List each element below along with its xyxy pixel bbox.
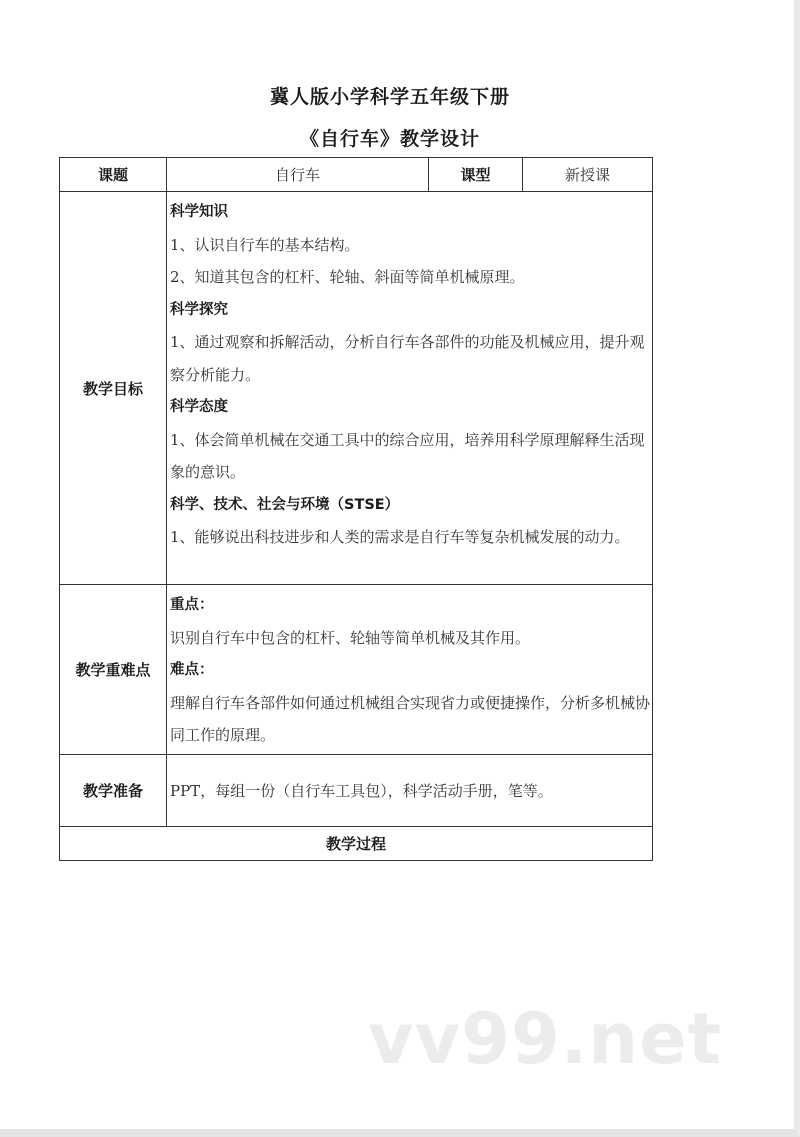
preparation-text: PPT，每组一份（自行车工具包），科学活动手册，笔等。 bbox=[167, 754, 653, 826]
objective-heading: 科学态度 bbox=[170, 399, 228, 415]
objective-item: 1、认识自行车的基本结构。 bbox=[170, 235, 360, 254]
difficult-point-heading: 难点： bbox=[170, 662, 214, 678]
lesson-plan-table bbox=[59, 157, 653, 861]
preparation-label: 教学准备 bbox=[60, 754, 167, 826]
lesson-type-label: 课型 bbox=[429, 158, 523, 192]
key-point-text: 识别自行车中包含的杠杆、轮轴等简单机械及其作用。 bbox=[170, 628, 531, 647]
objectives-content bbox=[167, 192, 653, 585]
objective-item: 1、体会简单机械在交通工具中的综合应用，培养用科学原理解释生活现象的意识。 bbox=[170, 430, 645, 481]
table-row-topic bbox=[60, 158, 653, 192]
topic-label: 课题 bbox=[60, 158, 167, 192]
objective-item: 2、知道其包含的杠杆、轮轴、斜面等简单机械原理。 bbox=[170, 268, 525, 286]
objective-item: 1、通过观察和拆解活动，分析自行车各部件的功能及机械应用，提升观察分析能力。 bbox=[170, 333, 645, 384]
watermark: vv99.net bbox=[368, 998, 723, 1080]
document-subtitle: 《自行车》教学设计 bbox=[299, 128, 480, 150]
objective-heading: 科学、技术、社会与环境（STSE） bbox=[170, 496, 400, 513]
topic-value: 自行车 bbox=[167, 158, 429, 192]
table-row-objectives bbox=[60, 192, 653, 585]
objective-heading: 科学知识 bbox=[170, 204, 228, 220]
key-points-label: 教学重难点 bbox=[60, 585, 167, 755]
key-point-heading: 重点： bbox=[170, 597, 214, 613]
table-row-preparation bbox=[60, 754, 653, 826]
objective-heading: 科学探究 bbox=[170, 301, 228, 318]
key-points-content bbox=[167, 585, 653, 755]
objective-item: 1、能够说出科技进步和人类的需求是自行车等复杂机械发展的动力。 bbox=[170, 528, 630, 546]
lesson-type-value: 新授课 bbox=[523, 158, 653, 192]
table-row-key-points bbox=[60, 585, 653, 755]
process-heading: 教学过程 bbox=[60, 826, 653, 860]
document-title: 冀人版小学科学五年级下册 bbox=[269, 86, 510, 108]
objectives-label: 教学目标 bbox=[60, 192, 167, 585]
difficult-point-text: 理解自行车各部件如何通过机械组合实现省力或便捷操作，分析多机械协同工作的原理。 bbox=[170, 693, 651, 744]
table-row-process bbox=[60, 826, 653, 860]
